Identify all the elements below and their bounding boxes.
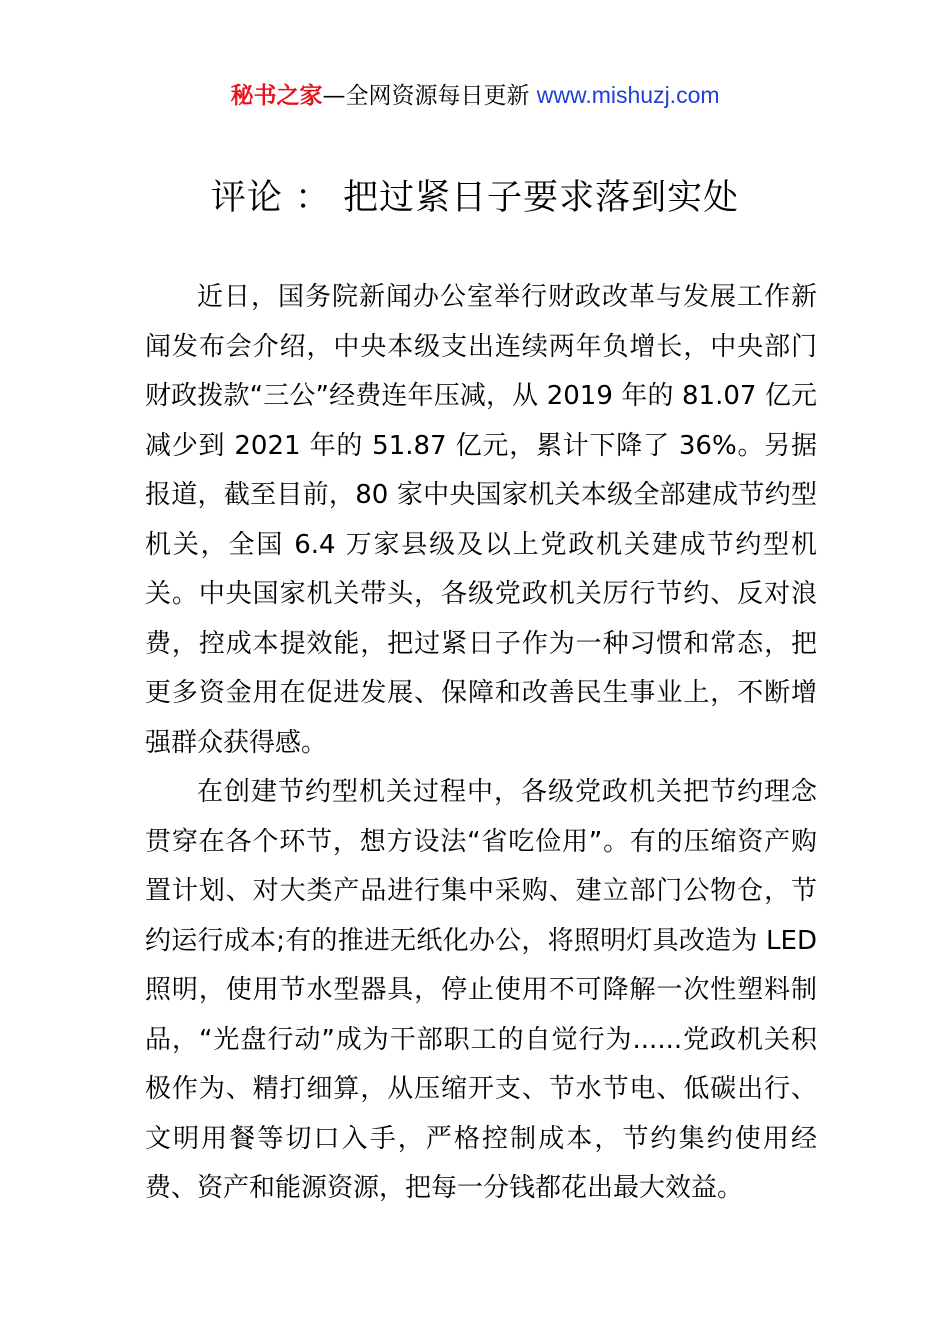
article-body [145,273,817,1214]
site-tagline: —全网资源每日更新 [322,83,537,109]
site-brand: 秘书之家 [230,83,323,109]
paragraph-2: 在创建节约型机关过程中，各级党政机关把节约理念贯穿在各个环节，想方设法“省吃俭用”。有的压缩资产购置计划、对大类产品进行集中采购、建立部门公物仓，节约运行成本;有的推进无纸化办公，将照明灯具改造为 LED 照明，使用节水型器具，停止使用不可降解一次性塑料制品，“光盘行动”成为干部职工的自觉行为......党政机关积极作为、精打细算，从压缩开支、节水节电、低碳出行、文明用餐等切口入手，严格控制成本，节约集约使用经费、资产和能源资源，把每一分钱都花出最大效益。 [145,777,817,1203]
article-title: 评论 ： 把过紧日子要求落到实处 [210,178,740,218]
site-url-link[interactable]: www.mishuzj.com [536,82,720,108]
paragraph-1: 近日，国务院新闻办公室举行财政改革与发展工作新闻发布会介绍，中央本级支出连续两年负增长，中央部门财政拨款“三公”经费连年压减，从 2019 年的 81.07 亿元减少到 2021 年的 51.87 亿元，累计下降了 36%。另据报道，截至目前，80 家中央国家机关本级全部建成节约型机关，全国 6.4 万家县级及以上党政机关建成节约型机关。中央国家机关带头，各级党政机关厉行节约、反对浪费，控成本提效能，把过紧日子作为一种习惯和常态，把更多资金用在促进发展、保障和改善民生事业上，不断增强群众获得感。 [145,282,817,758]
site-header [0,78,950,113]
